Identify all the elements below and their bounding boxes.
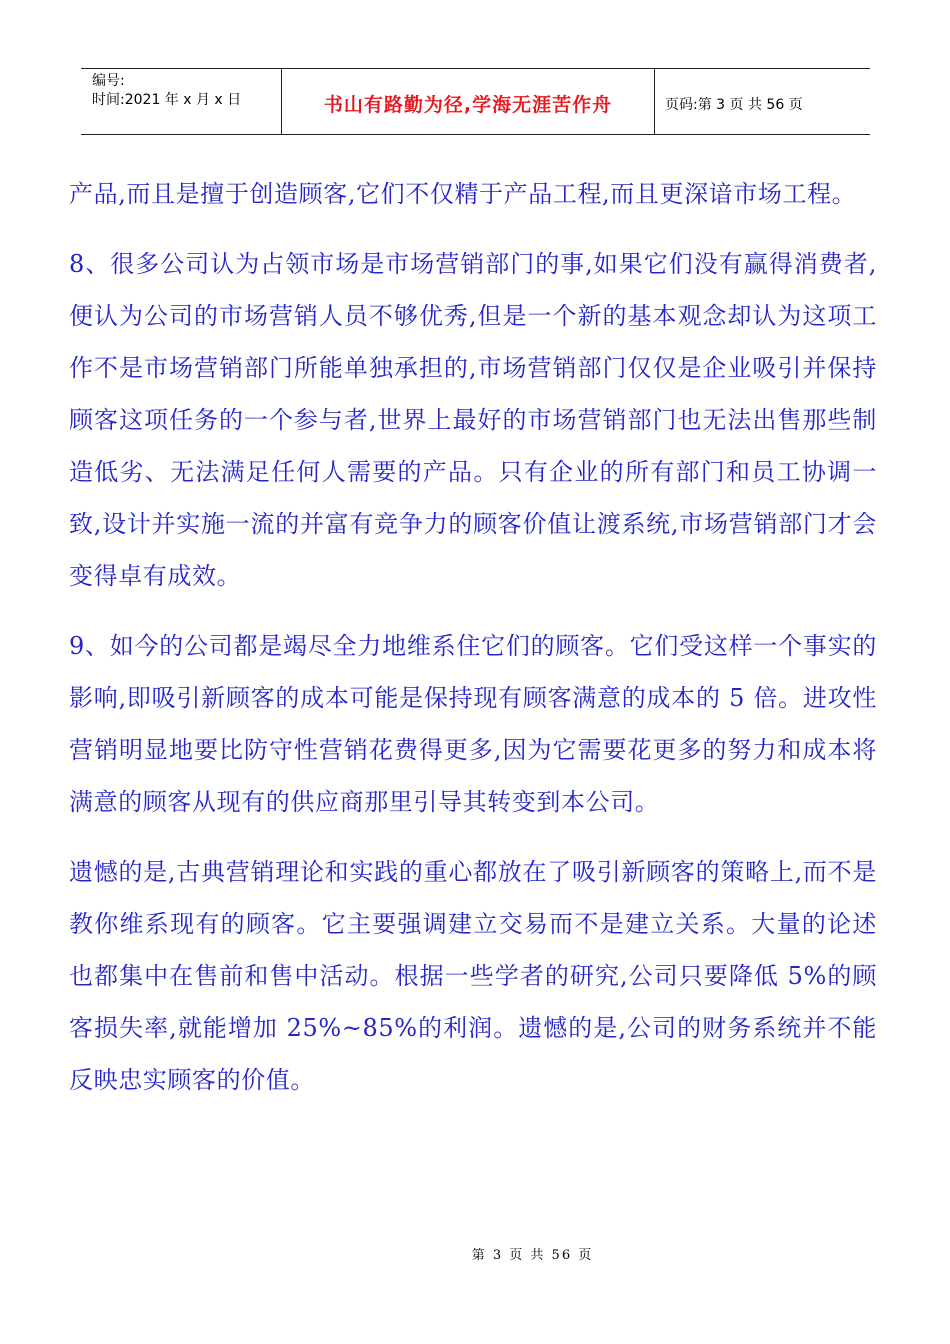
document-body [69,168,877,1124]
body-paragraph: 9、如今的公司都是竭尽全力地维系住它们的顾客。它们受这样一个事实的影响,即吸引新顾客的成本可能是保持现有顾客满意的成本的 5 倍。进攻性营销明显地要比防守性营销花费得更多,因为它需要花更多的努力和成本将满意的顾客从现有的供应商那里引导其转变到本公司。 [69,632,877,816]
document-header [81,68,870,135]
body-paragraph: 遗憾的是,古典营销理论和实践的重心都放在了吸引新顾客的策略上,而不是教你维系现有的顾客。它主要强调建立交易而不是建立关系。大量的论述也都集中在售前和售中活动。根据一些学者的研究,公司只要降低 5%的顾客损失率,就能增加 25%~85%的利润。遗憾的是,公司的财务系统并不能反映忠实顾客的价值。 [69,858,877,1094]
document-date: 时间:2021 年 x 月 x 日 [92,92,242,108]
document-number-label: 编号: [92,73,125,89]
body-paragraph: 产品,而且是擅于创造顾客,它们不仅精于产品工程,而且更深谙市场工程。 [69,180,857,208]
page-footer: 第 3 页 共 56 页 [471,1248,594,1263]
header-page-code: 页码:第 3 页 共 56 页 [665,96,803,113]
header-motto: 书山有路勤为径,学海无涯苦作舟 [282,69,655,134]
header-meta-cell [81,69,282,134]
body-paragraph: 8、很多公司认为占领市场是市场营销部门的事,如果它们没有赢得消费者,便认为公司的市场营销人员不够优秀,但是一个新的基本观念却认为这项工作不是市场营销部门所能单独承担的,市场营销部门仅仅是企业吸引并保持顾客这项任务的一个参与者,世界上最好的市场营销部门也无法出售那些制造低劣、无法满足任何人需要的产品。只有企业的所有部门和员工协调一致,设计并实施一流的并富有竞争力的顾客价值让渡系统,市场营销部门才会变得卓有成效。 [69,250,877,590]
